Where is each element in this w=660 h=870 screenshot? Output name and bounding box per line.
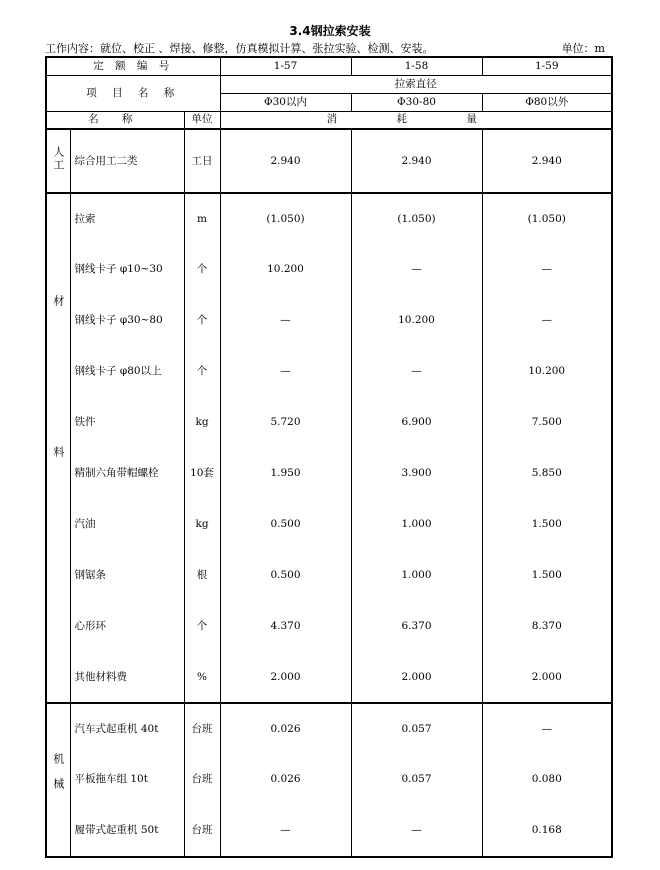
diameter-label: Φ30-80	[351, 93, 482, 111]
row-value: 1.000	[351, 499, 482, 550]
row-value: 10.200	[482, 346, 612, 397]
item-label: 项 目 名 称	[46, 75, 220, 111]
row-value: 2.940	[482, 129, 612, 193]
row-name: 钢线卡子 φ30~80	[70, 295, 184, 346]
category-material	[46, 193, 70, 703]
row-value: 10.200	[220, 244, 351, 295]
row-value: 2.000	[482, 652, 612, 703]
row-value: 1.500	[482, 550, 612, 601]
name-label: 名 称	[46, 111, 184, 129]
unit-label: 单位：m	[561, 42, 605, 55]
category-label: 人工	[51, 146, 65, 173]
row-value: 2.940	[351, 129, 482, 193]
row-value: 2.940	[220, 129, 351, 193]
row-value: 5.850	[482, 448, 612, 499]
row-name: 钢线卡子 φ80以上	[70, 346, 184, 397]
row-value: 2.000	[351, 652, 482, 703]
row-value: 3.900	[351, 448, 482, 499]
row-name: 履带式起重机 50t	[70, 805, 184, 857]
row-value: —	[220, 805, 351, 857]
diameter-label: Φ80以外	[482, 93, 612, 111]
row-value: —	[351, 805, 482, 857]
row-unit: 个	[184, 244, 220, 295]
row-value: 4.370	[220, 601, 351, 652]
row-unit: 个	[184, 601, 220, 652]
row-value: —	[482, 703, 612, 754]
row-value: 0.026	[220, 754, 351, 805]
row-unit: 个	[184, 346, 220, 397]
row-value: 0.500	[220, 550, 351, 601]
unit-col-label: 单位	[184, 111, 220, 129]
row-value: 0.168	[482, 805, 612, 857]
quota-code: 1-57	[220, 57, 351, 75]
diameter-label: Φ30以内	[220, 93, 351, 111]
row-name: 铁件	[70, 397, 184, 448]
row-value: 6.900	[351, 397, 482, 448]
row-value: 8.370	[482, 601, 612, 652]
page-title: 3.4钢拉索安装	[289, 24, 371, 38]
quota-code: 1-58	[351, 57, 482, 75]
row-name: 其他材料费	[70, 652, 184, 703]
row-value: 6.370	[351, 601, 482, 652]
category-labor	[46, 129, 70, 193]
row-value: 2.000	[220, 652, 351, 703]
row-name: 精制六角带帽螺栓	[70, 448, 184, 499]
row-name: 汽车式起重机 40t	[70, 703, 184, 754]
row-unit: %	[184, 652, 220, 703]
row-value: 7.500	[482, 397, 612, 448]
row-unit: 台班	[184, 703, 220, 754]
row-value: —	[482, 244, 612, 295]
row-value: (1.050)	[351, 193, 482, 244]
row-unit: 根	[184, 550, 220, 601]
row-unit: 工日	[184, 129, 220, 193]
row-value: 0.057	[351, 754, 482, 805]
row-value: —	[351, 346, 482, 397]
row-name: 汽油	[70, 499, 184, 550]
row-name: 钢线卡子 φ10~30	[70, 244, 184, 295]
row-unit: 台班	[184, 805, 220, 857]
category-label: 材料	[51, 295, 65, 598]
row-value: —	[220, 295, 351, 346]
row-value: 5.720	[220, 397, 351, 448]
row-name: 综合用工二类	[70, 129, 184, 193]
row-value: —	[220, 346, 351, 397]
category-machinery	[46, 703, 70, 857]
row-unit: m	[184, 193, 220, 244]
row-value: 0.057	[351, 703, 482, 754]
row-value: 1.500	[482, 499, 612, 550]
group-label: 拉索直径	[220, 75, 612, 93]
row-value: —	[351, 244, 482, 295]
row-name: 拉索	[70, 193, 184, 244]
row-value: 0.500	[220, 499, 351, 550]
row-value: —	[482, 295, 612, 346]
quota-table	[45, 56, 613, 858]
row-name: 平板拖车组 10t	[70, 754, 184, 805]
row-value: 1.950	[220, 448, 351, 499]
row-unit: 个	[184, 295, 220, 346]
row-unit: kg	[184, 499, 220, 550]
row-value: 10.200	[351, 295, 482, 346]
consumption-label: 消 耗 量	[220, 111, 612, 129]
row-value: (1.050)	[220, 193, 351, 244]
quota-code: 1-59	[482, 57, 612, 75]
row-unit: kg	[184, 397, 220, 448]
row-value: 0.026	[220, 703, 351, 754]
row-value: 1.000	[351, 550, 482, 601]
work-content: 工作内容：就位、校正 、焊接、修整，仿真模拟计算、张拉实验、检测、安装。	[45, 42, 434, 55]
row-unit: 台班	[184, 754, 220, 805]
category-label: 机械	[51, 753, 65, 804]
row-value: (1.050)	[482, 193, 612, 244]
row-value: 0.080	[482, 754, 612, 805]
row-name: 心形环	[70, 601, 184, 652]
row-name: 钢锯条	[70, 550, 184, 601]
row-unit: 10套	[184, 448, 220, 499]
quota-no-label: 定 额 编 号	[46, 57, 220, 75]
